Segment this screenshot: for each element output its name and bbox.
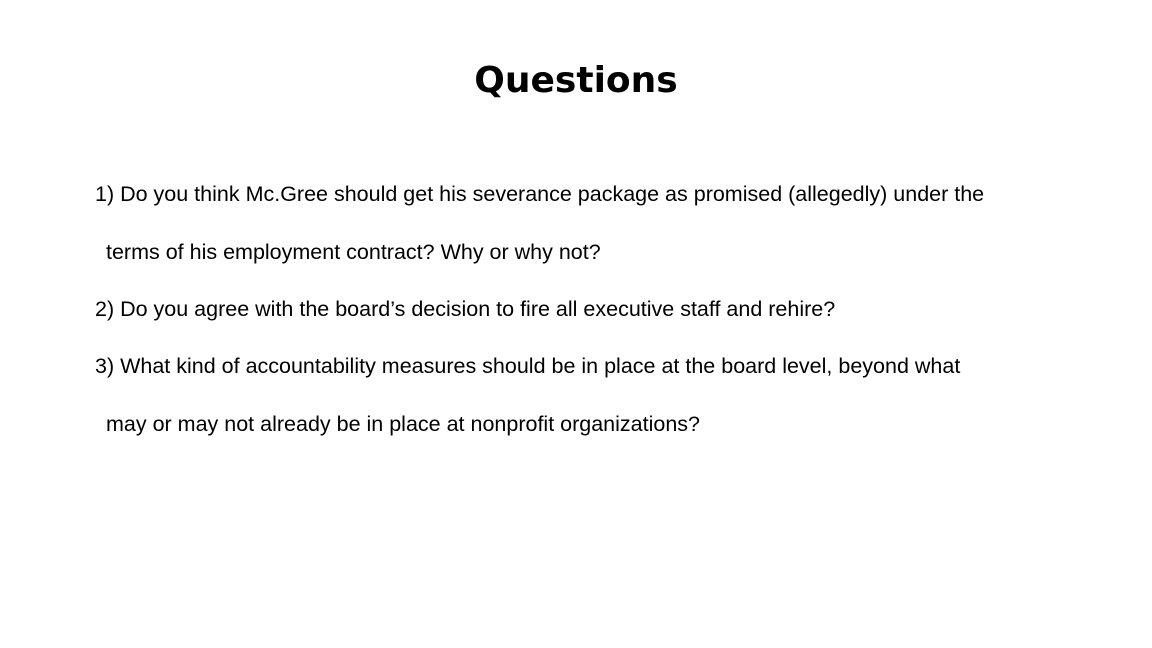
slide-title: Questions [474, 60, 678, 101]
question-1-line-2: terms of his employment contract? Why or why not? [106, 240, 601, 264]
question-2-line-1: 2) Do you agree with the board’s decision to fire all executive staff and rehire? [95, 297, 836, 321]
question-1-line-1: 1) Do you think Mc.Gree should get his severance package as promised (allegedly) under the [95, 182, 985, 206]
question-3-line-1: 3) What kind of accountability measures should be in place at the board level, beyond what [95, 354, 961, 378]
question-3-line-2: may or may not already be in place at nonprofit organizations? [106, 412, 700, 436]
